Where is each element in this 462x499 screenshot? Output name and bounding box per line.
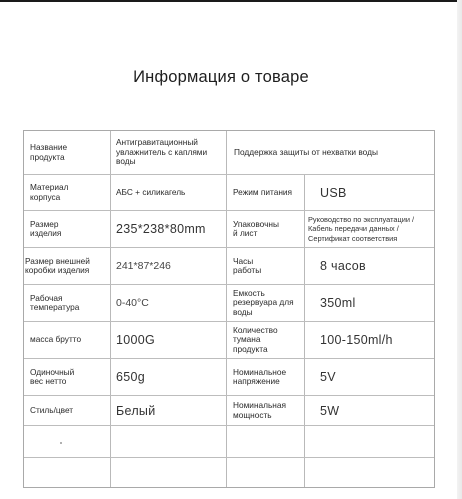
spec-value: 350ml (320, 296, 356, 310)
spec-value: Антигравитационный увлажнитель с каплями воды (116, 137, 208, 167)
spec-value: 5V (320, 370, 336, 384)
spec-table (23, 130, 435, 488)
spec-value: 241*87*246 (116, 260, 171, 272)
spec-label: Стиль/цвет (30, 404, 74, 415)
top-border (0, 0, 462, 2)
table-row (24, 359, 434, 396)
spec-value: 8 часов (320, 259, 366, 273)
right-edge-shadow (457, 0, 462, 499)
table-row (24, 322, 434, 359)
empty-table-row (24, 426, 434, 458)
table-row (24, 175, 434, 211)
spec-value: Белый (116, 403, 156, 418)
page-title: Информация о товаре (133, 68, 309, 86)
spec-label: Одиночный вес нетто (30, 366, 75, 386)
spec-label: Материал корпуса (30, 182, 69, 202)
spec-value: 1000G (116, 333, 156, 347)
spec-label: Номинальное напряжение (233, 366, 287, 386)
spec-value: 235*238*80mm (116, 222, 206, 236)
spec-value: 650g (116, 370, 146, 384)
empty-table-row (24, 458, 434, 488)
spec-label: Упаковочны й лист (233, 218, 279, 238)
speck (60, 442, 62, 444)
spec-label: Емкость резервуара для воды (233, 287, 294, 317)
spec-label: масса брутто (30, 334, 82, 345)
table-row (24, 248, 434, 285)
spec-value: USB (320, 185, 347, 200)
spec-value: 0-40°C (116, 297, 149, 309)
spec-label: Рабочая температура (30, 292, 80, 312)
spec-value: Поддержка защиты от нехватки воды (234, 146, 378, 157)
table-row (24, 396, 434, 426)
table-row (24, 131, 434, 175)
spec-value: 5W (320, 403, 340, 418)
spec-value: Руководство по эксплуатации / Кабель передачи данных / Сертификат соответствия (308, 215, 415, 243)
table-row (24, 211, 434, 248)
spec-label: Количество тумана продукта (233, 324, 278, 354)
spec-label: Название продукта (30, 142, 68, 162)
spec-label: Номинальная мощность (233, 400, 286, 420)
spec-label: Размер изделия (30, 218, 62, 238)
spec-label: Часы работы (233, 255, 262, 275)
spec-label: Режим питания (233, 186, 293, 197)
table-row (24, 285, 434, 322)
spec-label: Размер внешней коробки изделия (25, 255, 90, 275)
spec-value: 100-150ml/h (320, 333, 393, 347)
spec-value: АБС + силикагель (116, 186, 186, 197)
